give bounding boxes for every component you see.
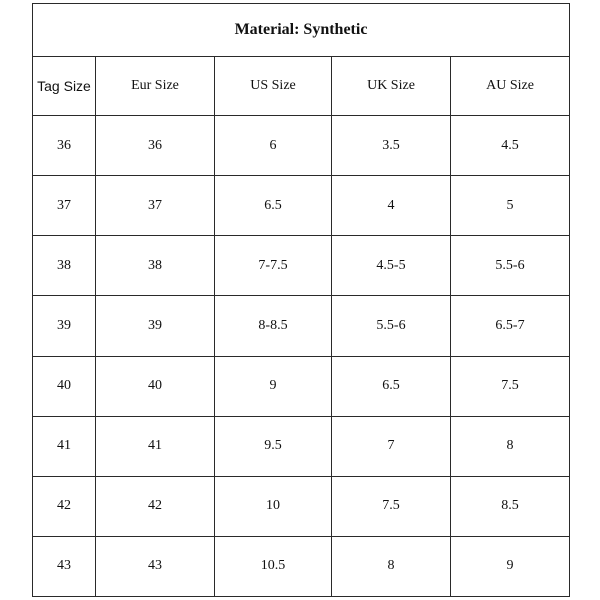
au-size-cell: 9 (451, 536, 570, 596)
au-size-cell: 8 (451, 416, 570, 476)
tag-size-cell: 38 (33, 236, 96, 296)
us-size-cell: 6 (215, 116, 332, 176)
au-size-cell: 4.5 (451, 116, 570, 176)
us-size-cell: 9 (215, 356, 332, 416)
uk-size-cell: 4.5-5 (332, 236, 451, 296)
header-eur-size: Eur Size (96, 57, 215, 116)
table-row (33, 296, 570, 356)
table-row (33, 356, 570, 416)
uk-size-cell: 4 (332, 176, 451, 236)
us-size-cell: 10 (215, 476, 332, 536)
eur-size-cell: 43 (96, 536, 215, 596)
us-size-cell: 6.5 (215, 176, 332, 236)
size-chart-table (32, 3, 570, 597)
au-size-cell: 8.5 (451, 476, 570, 536)
tag-size-cell: 40 (33, 356, 96, 416)
tag-size-cell: 37 (33, 176, 96, 236)
au-size-cell: 6.5-7 (451, 296, 570, 356)
uk-size-cell: 3.5 (332, 116, 451, 176)
header-au-size: AU Size (451, 57, 570, 116)
us-size-cell: 8-8.5 (215, 296, 332, 356)
tag-size-cell: 43 (33, 536, 96, 596)
table-title: Material: Synthetic (33, 4, 570, 57)
table-row (33, 236, 570, 296)
us-size-cell: 9.5 (215, 416, 332, 476)
uk-size-cell: 6.5 (332, 356, 451, 416)
eur-size-cell: 37 (96, 176, 215, 236)
header-tag-size: Tag Size (33, 57, 96, 116)
table-row (33, 116, 570, 176)
uk-size-cell: 7.5 (332, 476, 451, 536)
header-us-size: US Size (215, 57, 332, 116)
uk-size-cell: 8 (332, 536, 451, 596)
title-row (33, 4, 570, 57)
us-size-cell: 7-7.5 (215, 236, 332, 296)
tag-size-cell: 42 (33, 476, 96, 536)
eur-size-cell: 38 (96, 236, 215, 296)
eur-size-cell: 40 (96, 356, 215, 416)
eur-size-cell: 42 (96, 476, 215, 536)
eur-size-cell: 41 (96, 416, 215, 476)
table-row (33, 416, 570, 476)
table-row (33, 536, 570, 596)
au-size-cell: 7.5 (451, 356, 570, 416)
tag-size-cell: 36 (33, 116, 96, 176)
tag-size-cell: 39 (33, 296, 96, 356)
header-row (33, 57, 570, 116)
table-row (33, 176, 570, 236)
table-row (33, 476, 570, 536)
au-size-cell: 5 (451, 176, 570, 236)
eur-size-cell: 39 (96, 296, 215, 356)
us-size-cell: 10.5 (215, 536, 332, 596)
uk-size-cell: 5.5-6 (332, 296, 451, 356)
header-uk-size: UK Size (332, 57, 451, 116)
tag-size-cell: 41 (33, 416, 96, 476)
uk-size-cell: 7 (332, 416, 451, 476)
eur-size-cell: 36 (96, 116, 215, 176)
au-size-cell: 5.5-6 (451, 236, 570, 296)
